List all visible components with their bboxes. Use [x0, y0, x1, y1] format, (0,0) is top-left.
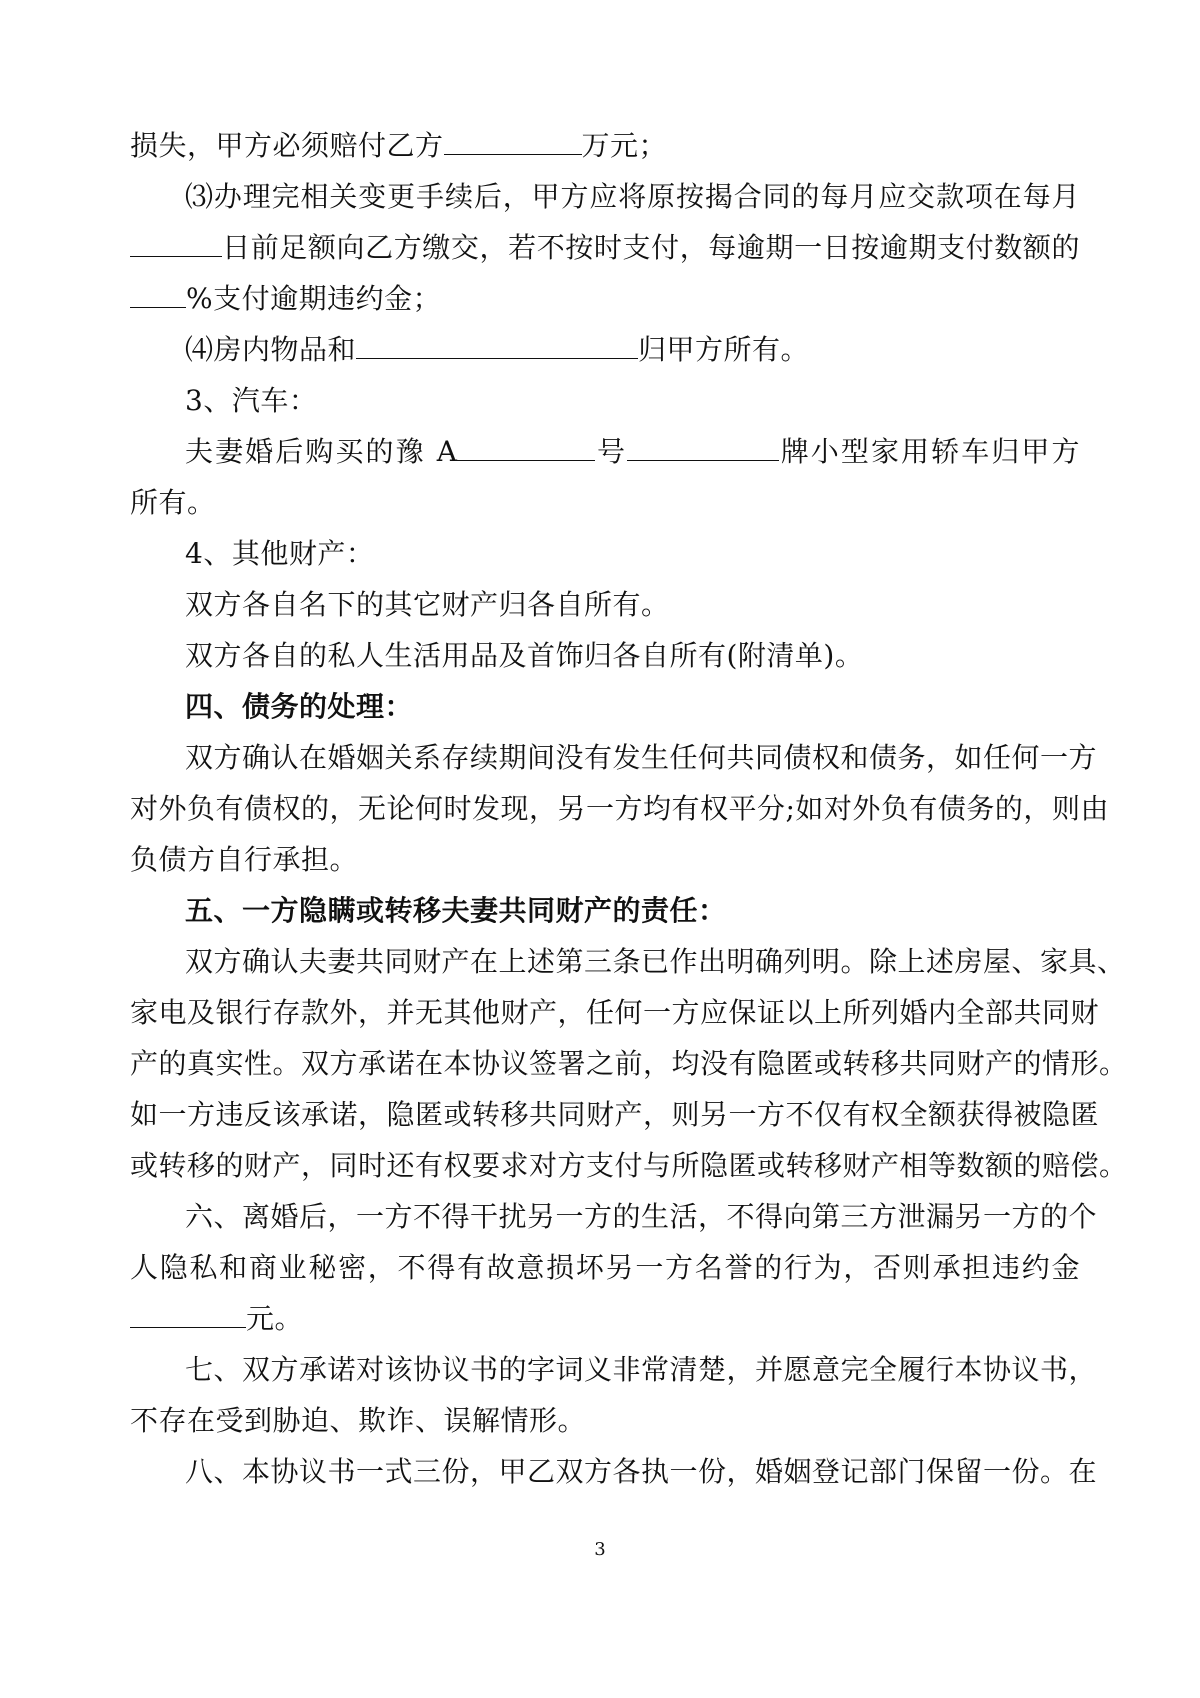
line-privacy-2: 人隐私和商业秘密，不得有故意损坏另一方名誉的行为，否则承担违约金 — [130, 1251, 1080, 1284]
heading-other-property: 4、其他财产： — [185, 537, 375, 570]
line-car-detail: 夫妻婚后购买的豫 A 号 牌小型家用轿车归甲方 — [185, 435, 1080, 468]
blank-plate-number — [457, 434, 595, 461]
line-commitment-1: 七、双方承诺对该协议书的字词义非常清楚，并愿意完全履行本协议书， — [185, 1353, 1098, 1386]
blank-penalty-percent — [130, 281, 186, 308]
heading-concealment: 五、一方隐瞒或转移夫妻共同财产的责任： — [185, 894, 727, 927]
page-number: 3 — [594, 1539, 606, 1560]
line-payment-date: 日前足额向乙方缴交，若不按时支付，每逾期一日按逾期支付数额的 — [130, 228, 1080, 268]
line-concealment-3: 产的真实性。双方承诺在本协议签署之前，均没有隐匿或转移共同财产的情形。 — [130, 1047, 1128, 1080]
line-clause-3: ⑶办理完相关变更手续后，甲方应将原按揭合同的每月应交款项在每月 — [185, 180, 1080, 213]
line-penalty-rate: %支付逾期违约金； — [130, 279, 1080, 319]
line-clause-4: ⑷房内物品和 归甲方所有。 — [185, 333, 810, 366]
heading-car: 3、汽车： — [185, 384, 318, 417]
line-car-owner: 所有。 — [130, 486, 216, 519]
blank-house-items — [356, 332, 638, 359]
line-concealment-1: 双方确认夫妻共同财产在上述第三条已作出明确列明。除上述房屋、家具、 — [185, 945, 1126, 978]
line-compensation: 损失，甲方必须赔付乙方 万元； — [130, 129, 668, 162]
blank-payment-day — [130, 230, 222, 257]
line-other-property-1: 双方各自名下的其它财产归各自所有。 — [185, 588, 670, 621]
line-concealment-5: 或转移的财产，同时还有权要求对方支付与所隐匿或转移财产相等数额的赔偿。 — [130, 1149, 1128, 1182]
line-concealment-4: 如一方违反该承诺，隐匿或转移共同财产，则另一方不仅有权全额获得被隐匿 — [130, 1098, 1100, 1131]
blank-car-brand — [627, 434, 779, 461]
line-debt-2: 对外负有债权的，无论何时发现，另一方均有权平分;如对外负有债务的，则由 — [130, 792, 1109, 825]
blank-compensation-amount — [444, 128, 582, 155]
line-other-property-2: 双方各自的私人生活用品及首饰归各自所有(附清单)。 — [185, 639, 864, 672]
line-debt-1: 双方确认在婚姻关系存续期间没有发生任何共同债权和债务，如任何一方 — [185, 741, 1098, 774]
blank-penalty-amount — [130, 1301, 246, 1328]
heading-debt: 四、债务的处理： — [185, 690, 414, 723]
line-copies: 八、本协议书一式三份，甲乙双方各执一份，婚姻登记部门保留一份。在 — [185, 1455, 1098, 1488]
line-privacy-1: 六、离婚后，一方不得干扰另一方的生活，不得向第三方泄漏另一方的个 — [185, 1200, 1098, 1233]
line-privacy-3: 元。 — [130, 1299, 1080, 1339]
line-commitment-2: 不存在受到胁迫、欺诈、误解情形。 — [130, 1404, 587, 1437]
line-debt-3: 负债方自行承担。 — [130, 843, 359, 876]
line-concealment-2: 家电及银行存款外，并无其他财产，任何一方应保证以上所列婚内全部共同财 — [130, 996, 1100, 1029]
